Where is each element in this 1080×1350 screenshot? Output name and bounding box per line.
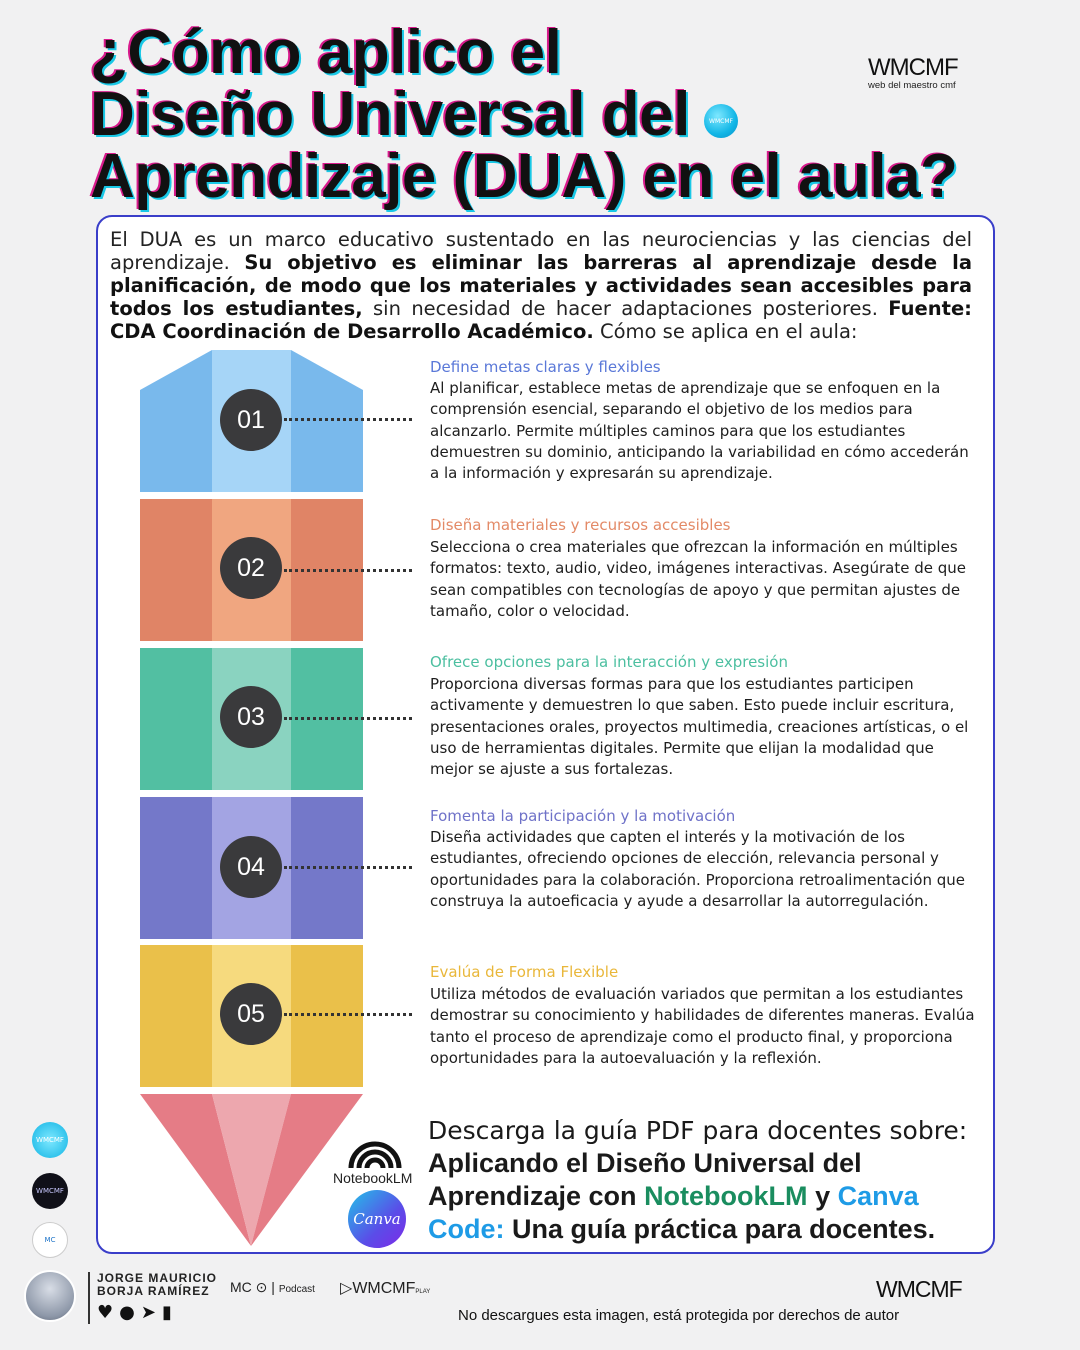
- notebooklm-icon: [346, 1126, 404, 1170]
- connector-dots: [284, 866, 412, 869]
- intro-part-1: El DUA es un marco educativo sustentado en las neurociencias y las ciencias del aprendizaje.: [110, 228, 972, 274]
- intro-part-2: Su objetivo es eliminar las barreras al aprendizaje desde la planificación, de modo que los materiales y actividades sean accesibles para todos los estudiantes,: [110, 251, 972, 320]
- canva-icon: Canva: [348, 1190, 406, 1248]
- podcast-brand: MC: [230, 1279, 252, 1295]
- author-line-2: BORJA RAMÍREZ: [97, 1284, 210, 1298]
- connector-dots: [284, 569, 412, 572]
- mc-podcast-logo: MC ⊙ | Podcast: [230, 1279, 315, 1295]
- intro-part-5: Cómo se aplica en el aula:: [600, 320, 858, 343]
- play-label: PLAY: [415, 1289, 431, 1295]
- step-number-01: 01: [220, 389, 282, 451]
- title-line-2: Diseño Universal del: [90, 80, 690, 149]
- step-number-02: 02: [220, 537, 282, 599]
- brand-logo: [868, 56, 978, 91]
- step-body-04: Diseña actividades que capten el interés y la motivación de los estudiantes, ofreciendo opciones de elección, relevancia personal y oportunidades para la colaboración. Proporciona retroalimentación que construya la autoeficacia y ayude a desarrollar la autorregulación.: [430, 828, 966, 910]
- page-title: [90, 18, 990, 211]
- canva-link[interactable]: Canva Code:: [428, 1181, 919, 1244]
- title-line-3: Aprendizaje (DUA) en el aula?: [90, 142, 958, 211]
- share-icon[interactable]: ➤: [140, 1302, 162, 1323]
- step-title-02: Diseña materiales y recursos accesibles: [430, 516, 731, 534]
- connector-dots: [284, 1013, 412, 1016]
- wmcmf-side-badge-icon[interactable]: WMCMF: [32, 1122, 68, 1158]
- download-bold-2: Una guía práctica para docentes.: [512, 1214, 936, 1244]
- intro-paragraph: [110, 228, 972, 343]
- download-connector: y: [815, 1181, 831, 1211]
- comment-icon[interactable]: ●: [119, 1302, 141, 1323]
- play-brand: WMCMF: [352, 1280, 416, 1297]
- step-title-01: Define metas claras y flexibles: [430, 358, 661, 376]
- download-callout[interactable]: [428, 1114, 988, 1246]
- wmcmf-dark-badge-icon[interactable]: WMCMF: [32, 1173, 68, 1209]
- download-lead: Descarga la guía PDF para docentes sobre:: [428, 1116, 968, 1145]
- notebooklm-link[interactable]: NotebookLM: [644, 1181, 808, 1211]
- wmcmf-play-logo: ▷WMCMFPLAY: [340, 1280, 431, 1297]
- author-name: [97, 1272, 217, 1298]
- step-number-05: 05: [220, 983, 282, 1045]
- connector-dots: [284, 717, 412, 720]
- step-title-04: Fomenta la participación y la motivación: [430, 807, 736, 825]
- author-line-1: JORGE MAURICIO: [97, 1271, 218, 1285]
- step-body-05: Utiliza métodos de evaluación variados que permitan a los estudiantes demostrar su conocimiento y habilidades de diferentes maneras. Evalúa tanto el proceso de aprendizaje como el producto final, y proporciona oportunidades para la autoevaluación y la reflexión.: [430, 985, 975, 1067]
- step-number-03: 03: [220, 686, 282, 748]
- avatar: [24, 1270, 76, 1322]
- download-guide-title: [428, 1147, 988, 1246]
- intro-part-4: Fuente: CDA Coordinación de Desarrollo Académico.: [110, 297, 972, 343]
- step-title-05: Evalúa de Forma Flexible: [430, 963, 619, 981]
- step-number-04: 04: [220, 836, 282, 898]
- mc-badge-icon[interactable]: MC: [32, 1222, 68, 1258]
- copyright-notice: No descargues esta imagen, está protegida por derechos de autor: [458, 1307, 900, 1324]
- brand-logo-text: WMCMF: [868, 54, 958, 81]
- step-title-03: Ofrece opciones para la interacción y expresión: [430, 653, 788, 671]
- download-bold-1: Aplicando el Diseño Universal del Aprendizaje con: [428, 1148, 862, 1211]
- connector-dots: [284, 418, 412, 421]
- divider: [88, 1272, 90, 1324]
- intro-part-3: sin necesidad de hacer adaptaciones posteriores.: [373, 297, 878, 320]
- podcast-label: Podcast: [278, 1284, 315, 1295]
- heart-icon[interactable]: ♥: [97, 1302, 120, 1323]
- bookmark-icon[interactable]: ▮: [161, 1302, 178, 1323]
- brand-subtitle: web del maestro cmf: [868, 80, 956, 91]
- notebooklm-label: NotebookLM: [333, 1170, 413, 1186]
- step-body-02: Selecciona o crea materiales que ofrezcan la información en múltiples formatos: texto, audio, video, imágenes interactivas. Asegúrate de que sean compatibles con tecnologías de apoyo y que permitan ajustes de tamaño, color o velocidad.: [430, 538, 967, 620]
- wmcmf-badge-icon: WMCMF: [704, 104, 738, 138]
- step-body-01: Al planificar, establece metas de aprendizaje que se enfoquen en la comprensión esencial, separando el objetivo de los medios para alcanzarlo. Permite múltiples caminos para que los estudiantes demuestren su dominio, anticipando la variabilidad en cómo accederán a la información y expresarán su aprendizaje.: [430, 379, 969, 483]
- footer-logo: WMCMF: [876, 1276, 962, 1302]
- social-icons: [97, 1302, 178, 1323]
- pencil-tip: [140, 1094, 363, 1246]
- title-line-1: ¿Cómo aplico el: [90, 18, 562, 87]
- step-body-03: Proporciona diversas formas para que los estudiantes participen activamente y demuestren lo que saben. Esto puede incluir escritura, presentaciones orales, proyectos multimedia, creaciones artísticas, o el uso de herramientas digitales. Permite que elijan la modalidad que mejor se ajuste a sus fortalezas.: [430, 675, 969, 779]
